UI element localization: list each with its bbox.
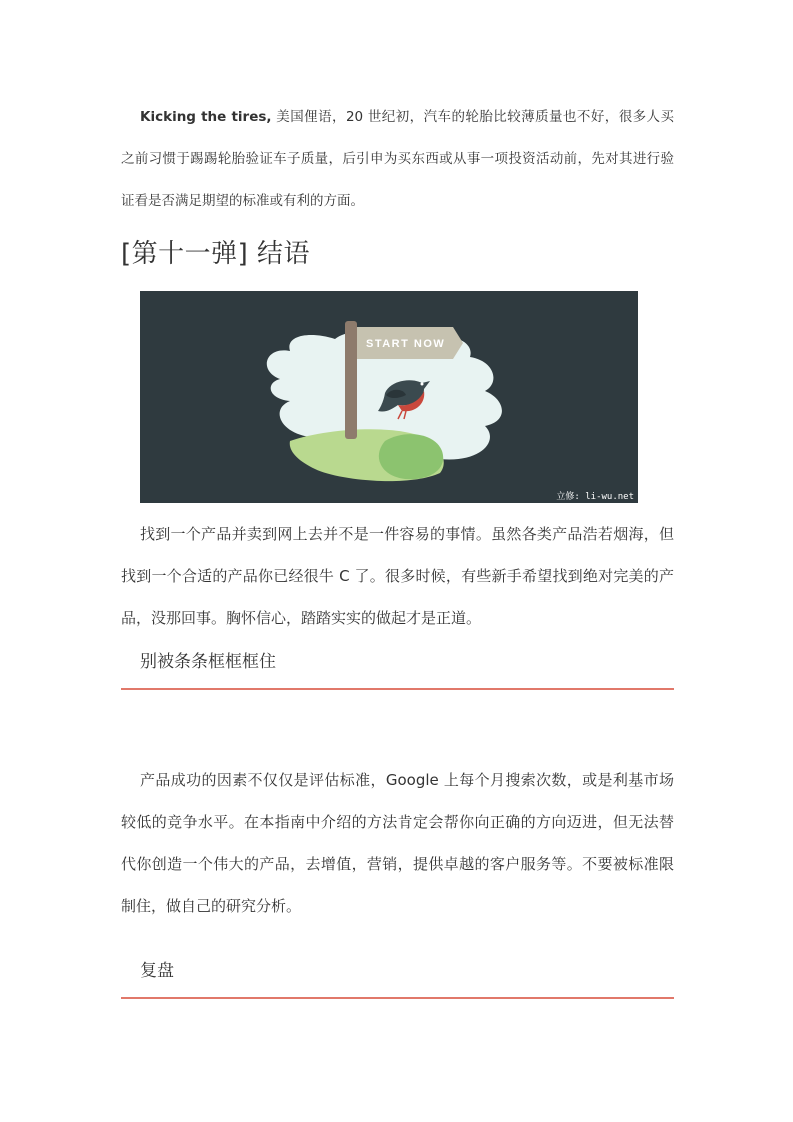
subheading-label: 复盘 [140,961,174,981]
subheading-divider [121,997,674,999]
subheading-divider [121,688,674,690]
section-heading: [第十一弹] 结语 [121,239,311,269]
watermark: 立修: li-wu.net [556,492,634,502]
intro-paragraph [121,96,674,222]
sign-text: START NOW [366,338,446,350]
intro-term: Kicking the tires, [140,109,272,125]
product-paragraph: 找到一个产品并卖到网上去并不是一件容易的事情。虽然各类产品浩若烟海，但找到一个合适的产品你已经很牛 C 了。很多时候，有些新手希望找到绝对完美的产品，没那回事。胸怀信心，踏踏实实的做起才是正道。 [121,525,674,627]
hero-illustration [140,291,638,503]
success-paragraph: 产品成功的因素不仅仅是评估标准，Google 上每个月搜索次数，或是利基市场较低的竞争水平。在本指南中介绍的方法肯定会帮你向正确的方向迈进，但无法替代你创造一个伟大的产品，去增值，营销，提供卓越的客户服务等。不要被标准限制住，做自己的研究分析。 [121,771,674,915]
sign-pole [345,321,357,439]
subheading-constraints [121,647,674,690]
subheading-label: 别被条条框框框住 [140,652,276,672]
subheading-review [121,956,674,999]
grass-dark [379,434,443,479]
intro-text: 美国俚语，20 世纪初，汽车的轮胎比较薄质量也不好，很多人买之前习惯于踢踢轮胎验证车子质量，后引申为买东西或从事一项投资活动前，先对其进行验证看是否满足期望的标准或有利的方面。 [121,109,674,209]
start-now-illustration [140,291,638,503]
